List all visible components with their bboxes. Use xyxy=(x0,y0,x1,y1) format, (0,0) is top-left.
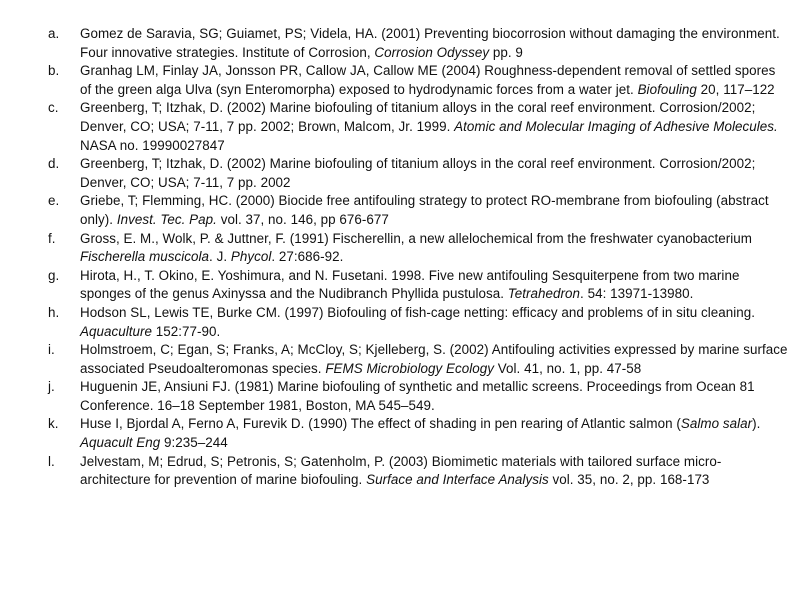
reference-text xyxy=(80,453,788,490)
reference-italic-text: Corrosion Odyssey xyxy=(374,44,490,60)
reference-text xyxy=(80,192,788,229)
reference-text-segment: Greenberg, T; Itzhak, D. (2002) Marine biofouling of titanium alloys in the coral reef environment. Corrosion/2002; Denver, CO; USA; 7-11, 7 pp. 2002; Brown, Malcom, Jr. 1999. xyxy=(80,100,756,134)
reference-marker: h. xyxy=(48,304,60,320)
reference-item xyxy=(48,415,788,452)
reference-italic-text: Aquaculture xyxy=(80,323,153,339)
reference-text xyxy=(80,99,788,155)
reference-text xyxy=(80,304,788,341)
reference-item xyxy=(48,230,788,267)
reference-text-segment: . J. xyxy=(209,249,231,265)
reference-italic-text: Phycol xyxy=(230,249,272,265)
reference-text-segment: Hirota, H., T. Okino, E. Yoshimura, and N. Fusetani. 1998. Five new antifouling Sesquiterpene from two marine sponges of the genus Axinyssa and the Nudibranch Phyllida pustulosa. xyxy=(80,267,740,302)
reference-italic-text: FEMS Microbiology Ecology xyxy=(325,360,495,376)
reference-italic-text: Atomic and Molecular Imaging of Adhesive Molecules. xyxy=(454,118,778,134)
reference-marker: l. xyxy=(48,453,55,469)
reference-text-segment: NASA no. 19990027847 xyxy=(80,137,225,153)
reference-italic-text: Biofouling xyxy=(637,81,697,97)
reference-text-segment: . 54: 13971-13980. xyxy=(580,286,694,302)
reference-text-segment: Vol. 41, no. 1, pp. 47-58 xyxy=(494,360,642,376)
reference-text-segment: Hodson SL, Lewis TE, Burke CM. (1997) Biofouling of fish-cage netting: efficacy and problems of in situ cleaning. xyxy=(80,304,756,320)
reference-text-segment: Holmstroem, C; Egan, S; Franks, A; McCloy, S; Kjelleberg, S. (2002) Antifouling activities expressed by marine surface associated Pseudoalteromonas species. xyxy=(80,342,788,376)
reference-text-segment: ). xyxy=(752,416,761,432)
reference-item xyxy=(48,192,788,229)
reference-text xyxy=(80,155,788,192)
reference-italic-text: Fischerella muscicola xyxy=(80,249,210,265)
reference-marker: j. xyxy=(48,379,55,395)
reference-text-segment: Greenberg, T; Itzhak, D. (2002) Marine biofouling of titanium alloys in the coral reef environment. Corrosion/2002; Denver, CO; USA; 7-11, 7 pp. 2002 xyxy=(80,156,756,190)
reference-italic-text: Tetrahedron xyxy=(507,286,581,302)
reference-text xyxy=(80,341,788,378)
reference-marker: a. xyxy=(48,26,60,41)
reference-italic-text: Surface and Interface Analysis xyxy=(366,472,549,488)
reference-item xyxy=(48,304,788,341)
reference-item xyxy=(48,453,788,490)
reference-text-segment: Griebe, T; Flemming, HC. (2000) Biocide free antifouling strategy to protect RO-membrane from biofouling (abstract only). xyxy=(80,193,769,227)
reference-marker: g. xyxy=(48,267,60,283)
reference-text-segment: pp. 9 xyxy=(489,44,523,60)
reference-text-segment: Jelvestam, M; Edrud, S; Petronis, S; Gatenholm, P. (2003) Biomimetic materials with tailored surface micro-architecture for prevention of marine biofouling. xyxy=(80,453,722,488)
reference-text xyxy=(80,378,788,415)
reference-text-segment: . 27:686-92. xyxy=(271,249,344,265)
reference-text-segment: Granhag LM, Finlay JA, Jonsson PR, Callow JA, Callow ME (2004) Roughness-dependent removal of settled spores of the green alga Ulva (syn Enteromorpha) exposed to hydrodynamic forces from a water jet. xyxy=(80,63,776,97)
reference-text-segment: Huguenin JE, Ansiuni FJ. (1981) Marine biofouling of synthetic and metallic screens. Proceedings from Ocean 81 Conference. 16–18 September 1981, Boston, MA 545–549. xyxy=(80,379,755,413)
reference-text-segment: Gomez de Saravia, SG; Guiamet, PS; Videla, HA. (2001) Preventing biocorrosion without damaging the environment. Four innovative strategies. Institute of Corrosion, xyxy=(80,26,780,60)
reference-italic-text: Salmo salar xyxy=(680,416,753,432)
reference-item xyxy=(48,155,788,192)
reference-text-segment: vol. 37, no. 146, pp 676-677 xyxy=(216,211,389,227)
reference-italic-text: Invest. Tec. Pap. xyxy=(116,211,217,227)
reference-item xyxy=(48,341,788,378)
reference-list xyxy=(48,25,788,490)
reference-marker: c. xyxy=(48,100,59,116)
reference-marker: b. xyxy=(48,63,60,79)
reference-text-segment: 9:235–244 xyxy=(160,435,228,451)
reference-item xyxy=(48,267,788,304)
reference-text xyxy=(80,267,788,304)
reference-item xyxy=(48,99,788,155)
reference-marker: f. xyxy=(48,230,56,246)
reference-text xyxy=(80,230,788,267)
reference-item xyxy=(48,378,788,415)
reference-text-segment: Huse I, Bjordal A, Ferno A, Furevik D. (1990) The effect of shading in pen rearing of Atlantic salmon ( xyxy=(80,416,681,432)
reference-item xyxy=(48,25,788,62)
reference-marker: k. xyxy=(48,416,59,432)
reference-marker: d. xyxy=(48,156,60,172)
reference-text-segment: Gross, E. M., Wolk, P. & Juttner, F. (1991) Fischerellin, a new allelochemical from the freshwater cyanobacterium xyxy=(80,230,752,246)
reference-marker: i. xyxy=(48,342,55,358)
reference-text xyxy=(80,415,788,452)
reference-text-segment: 20, 117–122 xyxy=(696,81,775,97)
reference-item xyxy=(48,62,788,99)
reference-text-segment: 152:77-90. xyxy=(152,323,221,339)
reference-text xyxy=(80,25,788,62)
reference-marker: e. xyxy=(48,193,60,209)
reference-text-segment: vol. 35, no. 2, pp. 168-173 xyxy=(548,472,710,488)
reference-italic-text: Aquacult Eng xyxy=(80,435,161,451)
reference-text xyxy=(80,62,788,99)
